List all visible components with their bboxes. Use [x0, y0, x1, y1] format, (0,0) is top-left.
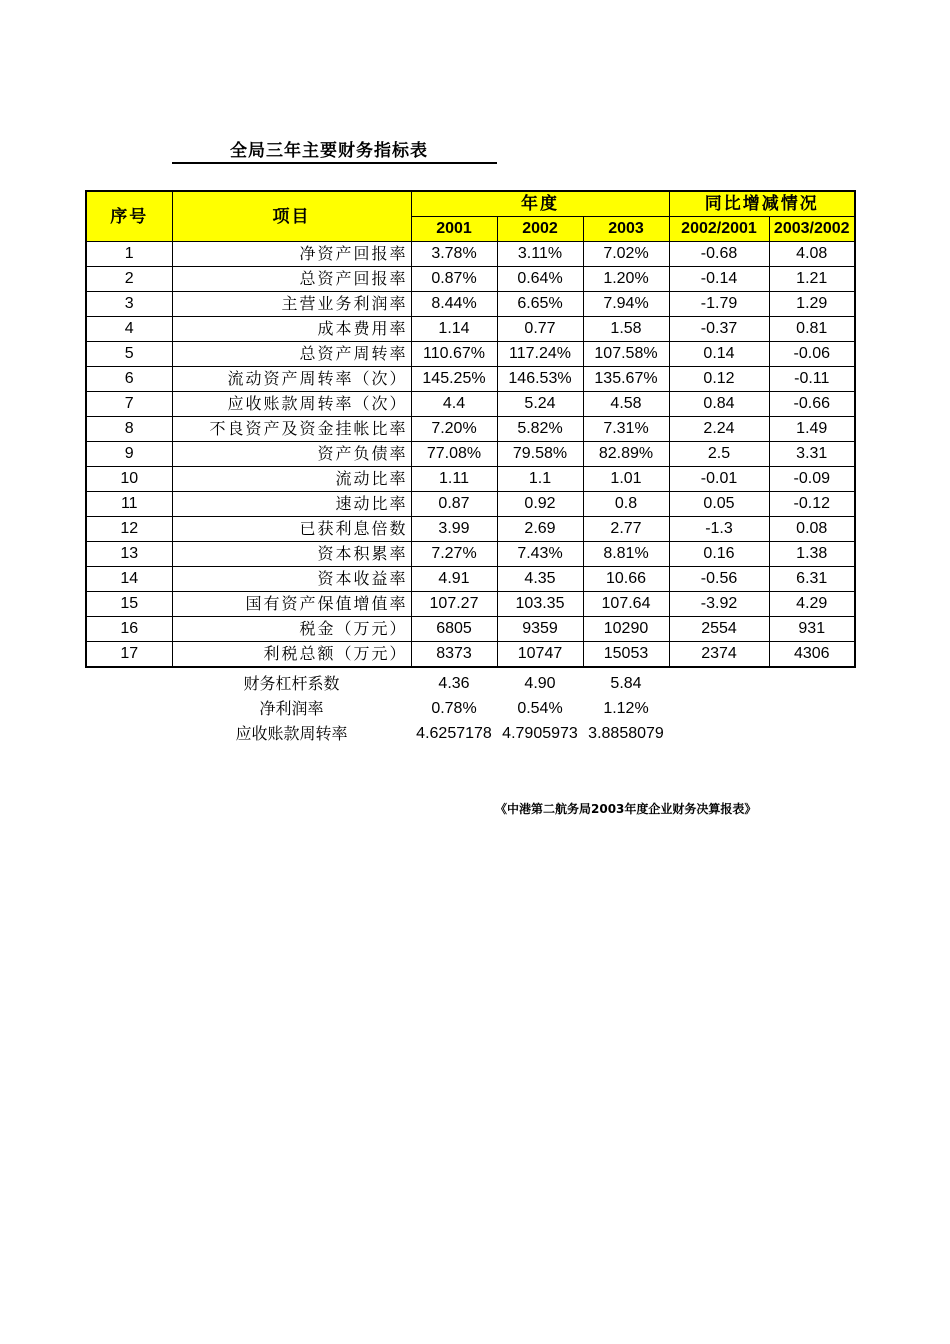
row-change-2002-2001: -1.79 [669, 292, 769, 317]
row-value-2002: 10747 [497, 642, 583, 668]
extra-value-2003: 3.8858079 [588, 725, 664, 742]
row-change-2002-2001: 2.5 [669, 442, 769, 467]
header-row-1 [86, 191, 855, 217]
extra-value-2002: 4.90 [524, 675, 556, 692]
row-seq: 15 [86, 592, 172, 617]
row-change-2002-2001: -0.56 [669, 567, 769, 592]
row-change-2002-2001: 0.12 [669, 367, 769, 392]
row-value-2003: 82.89% [583, 442, 669, 467]
extra-row [172, 696, 669, 721]
row-value-2002: 0.64% [497, 267, 583, 292]
row-value-2003: 135.67% [583, 367, 669, 392]
row-change-2003-2002: 4.08 [769, 242, 855, 267]
row-seq: 4 [86, 317, 172, 342]
row-value-2001: 3.99 [411, 517, 497, 542]
row-value-2003: 107.64 [583, 592, 669, 617]
header-seq: 序号 [86, 191, 172, 242]
row-change-2003-2002: 3.31 [769, 442, 855, 467]
extra-row [172, 671, 669, 696]
supplementary-indicators [172, 671, 669, 746]
row-seq: 5 [86, 342, 172, 367]
table-row [86, 267, 855, 292]
row-value-2002: 4.35 [497, 567, 583, 592]
row-value-2001: 4.4 [411, 392, 497, 417]
row-change-2003-2002: 0.08 [769, 517, 855, 542]
row-item: 税金（万元） [172, 617, 411, 642]
row-item: 已获利息倍数 [172, 517, 411, 542]
table-row [86, 567, 855, 592]
row-value-2003: 1.20% [583, 267, 669, 292]
page-title: 全局三年主要财务指标表 [230, 141, 428, 161]
extra-value-2002: 4.7905973 [502, 725, 578, 742]
row-change-2003-2002: 931 [769, 617, 855, 642]
extra-value-2003: 5.84 [610, 675, 642, 692]
row-value-2001: 8.44% [411, 292, 497, 317]
table-row [86, 642, 855, 668]
row-item: 不良资产及资金挂帐比率 [172, 417, 411, 442]
table-row [86, 592, 855, 617]
header-change-2002-2001: 2002/2001 [669, 217, 769, 242]
row-value-2001: 4.91 [411, 567, 497, 592]
row-value-2003: 10.66 [583, 567, 669, 592]
row-value-2001: 7.20% [411, 417, 497, 442]
row-value-2003: 1.01 [583, 467, 669, 492]
row-change-2002-2001: -1.3 [669, 517, 769, 542]
row-change-2002-2001: 0.05 [669, 492, 769, 517]
row-value-2002: 3.11% [497, 242, 583, 267]
row-value-2003: 107.58% [583, 342, 669, 367]
row-change-2003-2002: -0.12 [769, 492, 855, 517]
row-change-2003-2002: -0.11 [769, 367, 855, 392]
row-seq: 13 [86, 542, 172, 567]
header-change-2003-2002: 2003/2002 [769, 217, 855, 242]
extra-value-2003: 1.12% [603, 700, 649, 717]
row-value-2002: 1.1 [497, 467, 583, 492]
row-item: 利税总额（万元） [172, 642, 411, 668]
row-seq: 11 [86, 492, 172, 517]
row-item: 成本费用率 [172, 317, 411, 342]
row-value-2001: 1.14 [411, 317, 497, 342]
row-value-2001: 107.27 [411, 592, 497, 617]
extra-label: 应收账款周转率 [235, 724, 348, 743]
extra-value-2001: 0.78% [431, 700, 477, 717]
row-change-2002-2001: -0.68 [669, 242, 769, 267]
row-change-2003-2002: 6.31 [769, 567, 855, 592]
row-item: 流动比率 [172, 467, 411, 492]
row-seq: 6 [86, 367, 172, 392]
row-value-2003: 10290 [583, 617, 669, 642]
header-year-group: 年度 [411, 191, 669, 217]
table-row [86, 242, 855, 267]
row-value-2001: 7.27% [411, 542, 497, 567]
row-seq: 14 [86, 567, 172, 592]
row-seq: 10 [86, 467, 172, 492]
table-row [86, 417, 855, 442]
header-change-group: 同比增减情况 [669, 191, 855, 217]
table-row [86, 317, 855, 342]
table-row [86, 392, 855, 417]
extra-value-2002: 0.54% [517, 700, 563, 717]
row-item: 总资产回报率 [172, 267, 411, 292]
row-item: 速动比率 [172, 492, 411, 517]
header-year-2001: 2001 [411, 217, 497, 242]
financial-indicators-table [85, 190, 856, 668]
row-value-2001: 1.11 [411, 467, 497, 492]
table-row [86, 617, 855, 642]
row-value-2002: 146.53% [497, 367, 583, 392]
row-value-2002: 9359 [497, 617, 583, 642]
header-year-2002: 2002 [497, 217, 583, 242]
row-value-2002: 117.24% [497, 342, 583, 367]
row-change-2003-2002: 1.21 [769, 267, 855, 292]
row-item: 应收账款周转率（次） [172, 392, 411, 417]
row-value-2003: 7.94% [583, 292, 669, 317]
table-row [86, 517, 855, 542]
table-row [86, 442, 855, 467]
row-seq: 16 [86, 617, 172, 642]
table-row [86, 367, 855, 392]
row-value-2001: 8373 [411, 642, 497, 668]
row-seq: 12 [86, 517, 172, 542]
header-item: 项目 [172, 191, 411, 242]
row-change-2002-2001: 0.14 [669, 342, 769, 367]
source-note: 《中港第二航务局2003年度企业财务决算报表》 [495, 802, 757, 816]
extra-value-2001: 4.36 [438, 675, 470, 692]
row-value-2003: 7.02% [583, 242, 669, 267]
table-row [86, 542, 855, 567]
row-seq: 3 [86, 292, 172, 317]
row-change-2002-2001: 2374 [669, 642, 769, 668]
row-change-2002-2001: -3.92 [669, 592, 769, 617]
row-value-2003: 4.58 [583, 392, 669, 417]
row-value-2001: 77.08% [411, 442, 497, 467]
row-value-2001: 3.78% [411, 242, 497, 267]
row-value-2001: 0.87 [411, 492, 497, 517]
row-change-2003-2002: 4.29 [769, 592, 855, 617]
row-change-2003-2002: -0.09 [769, 467, 855, 492]
row-change-2002-2001: -0.37 [669, 317, 769, 342]
row-seq: 17 [86, 642, 172, 668]
row-change-2003-2002: 1.38 [769, 542, 855, 567]
row-change-2002-2001: -0.01 [669, 467, 769, 492]
row-seq: 9 [86, 442, 172, 467]
row-value-2003: 1.58 [583, 317, 669, 342]
row-item: 资本收益率 [172, 567, 411, 592]
row-change-2002-2001: 2554 [669, 617, 769, 642]
row-seq: 7 [86, 392, 172, 417]
row-item: 流动资产周转率（次） [172, 367, 411, 392]
row-change-2002-2001: 0.84 [669, 392, 769, 417]
extra-value-2001: 4.6257178 [416, 725, 492, 742]
extra-row [172, 721, 669, 746]
row-change-2002-2001: 2.24 [669, 417, 769, 442]
row-item: 净资产回报率 [172, 242, 411, 267]
row-seq: 2 [86, 267, 172, 292]
row-value-2003: 0.8 [583, 492, 669, 517]
row-item: 主营业务利润率 [172, 292, 411, 317]
row-seq: 8 [86, 417, 172, 442]
row-value-2001: 110.67% [411, 342, 497, 367]
row-value-2002: 2.69 [497, 517, 583, 542]
row-change-2003-2002: -0.06 [769, 342, 855, 367]
row-value-2002: 79.58% [497, 442, 583, 467]
table-row [86, 342, 855, 367]
extra-label: 财务杠杆系数 [243, 674, 340, 693]
row-value-2003: 8.81% [583, 542, 669, 567]
table-row [86, 292, 855, 317]
table-title-underline [172, 140, 497, 164]
row-item: 资本积累率 [172, 542, 411, 567]
row-value-2002: 5.82% [497, 417, 583, 442]
row-value-2001: 6805 [411, 617, 497, 642]
table-row [86, 467, 855, 492]
row-value-2003: 2.77 [583, 517, 669, 542]
extra-label: 净利润率 [259, 699, 324, 718]
row-value-2001: 0.87% [411, 267, 497, 292]
row-change-2003-2002: 1.29 [769, 292, 855, 317]
row-value-2002: 6.65% [497, 292, 583, 317]
row-value-2002: 0.77 [497, 317, 583, 342]
row-change-2002-2001: 0.16 [669, 542, 769, 567]
table-row [86, 492, 855, 517]
row-change-2003-2002: 4306 [769, 642, 855, 668]
row-value-2001: 145.25% [411, 367, 497, 392]
header-year-2003: 2003 [583, 217, 669, 242]
row-item: 总资产周转率 [172, 342, 411, 367]
row-change-2003-2002: 1.49 [769, 417, 855, 442]
row-value-2002: 0.92 [497, 492, 583, 517]
row-change-2003-2002: 0.81 [769, 317, 855, 342]
row-change-2002-2001: -0.14 [669, 267, 769, 292]
row-value-2002: 5.24 [497, 392, 583, 417]
row-value-2002: 7.43% [497, 542, 583, 567]
row-item: 资产负债率 [172, 442, 411, 467]
row-change-2003-2002: -0.66 [769, 392, 855, 417]
row-value-2003: 15053 [583, 642, 669, 668]
row-seq: 1 [86, 242, 172, 267]
row-item: 国有资产保值增值率 [172, 592, 411, 617]
row-value-2002: 103.35 [497, 592, 583, 617]
row-value-2003: 7.31% [583, 417, 669, 442]
